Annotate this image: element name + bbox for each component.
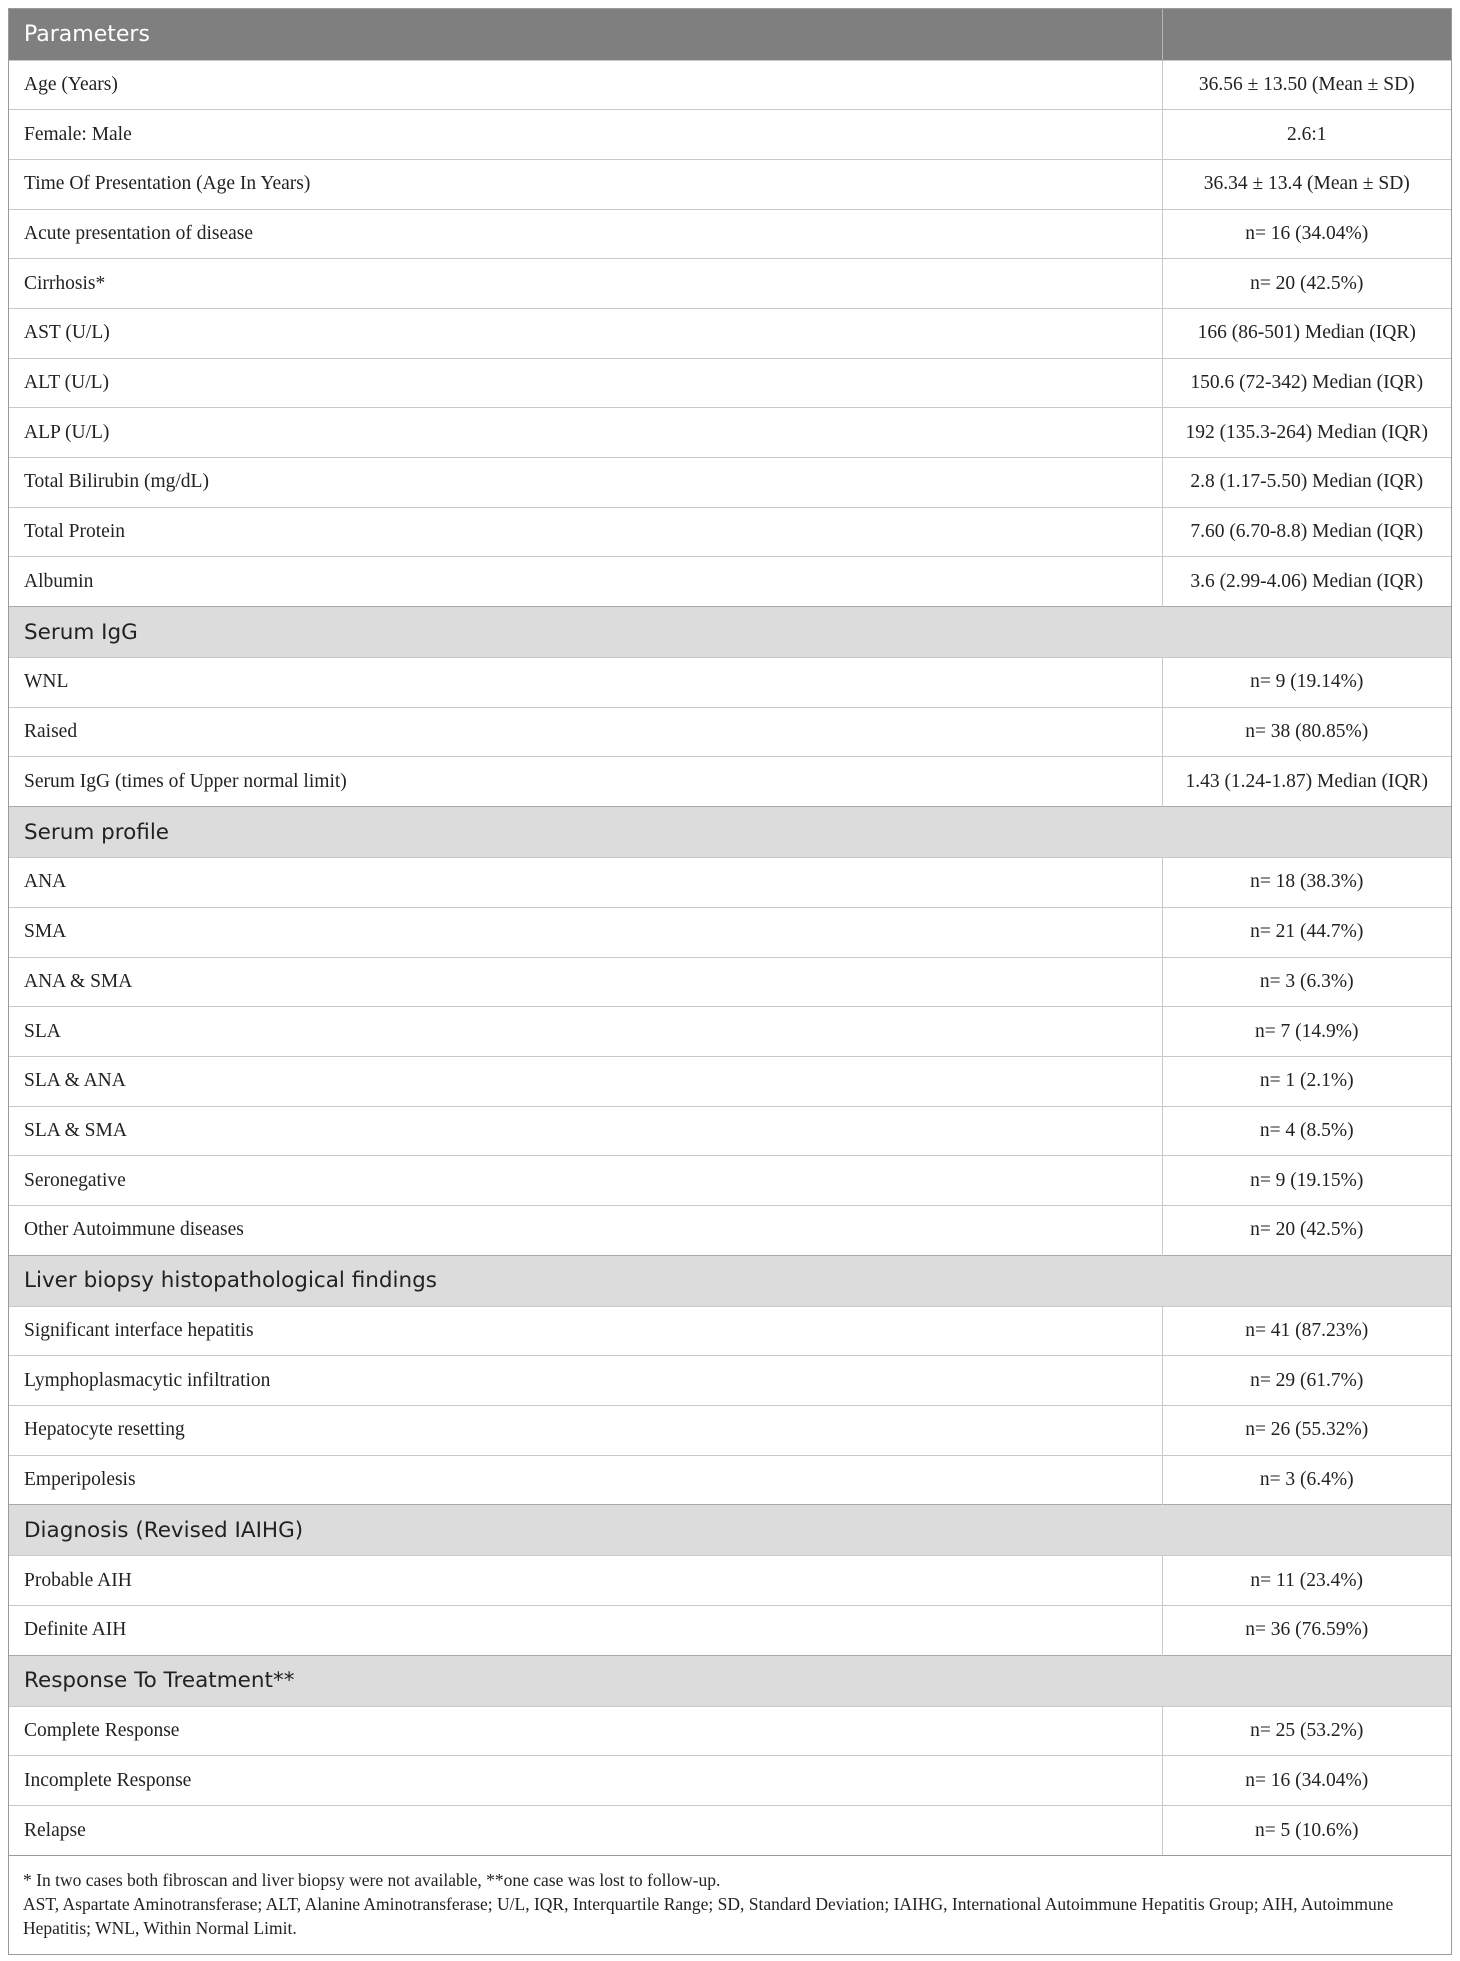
parameter-cell: Complete Response: [9, 1706, 1162, 1756]
value-cell: 7.60 (6.70-8.8) Median (IQR): [1162, 507, 1451, 557]
parameter-cell: ANA: [9, 858, 1162, 908]
parameter-cell: SMA: [9, 907, 1162, 957]
value-cell: 2.6:1: [1162, 110, 1451, 160]
section-header-row: [9, 1505, 1451, 1556]
parameter-cell: Acute presentation of disease: [9, 209, 1162, 259]
table-row: [9, 1056, 1451, 1106]
table-row: [9, 1406, 1451, 1456]
parameter-cell: Time Of Presentation (Age In Years): [9, 159, 1162, 209]
value-cell: n= 38 (80.85%): [1162, 707, 1451, 757]
footnote-line-1: * In two cases both fibroscan and liver biopsy were not available, **one case was lost to follow-up.: [23, 1870, 721, 1891]
table-row: [9, 1556, 1451, 1606]
value-cell: 192 (135.3-264) Median (IQR): [1162, 408, 1451, 458]
table-row: [9, 507, 1451, 557]
table-row: [9, 1356, 1451, 1406]
value-cell: n= 18 (38.3%): [1162, 858, 1451, 908]
value-cell: n= 26 (55.32%): [1162, 1406, 1451, 1456]
table-row: [9, 308, 1451, 358]
table-row: [9, 1156, 1451, 1206]
value-cell: n= 20 (42.5%): [1162, 259, 1451, 309]
table-row: [9, 658, 1451, 708]
table-row: [9, 707, 1451, 757]
value-cell: n= 4 (8.5%): [1162, 1106, 1451, 1156]
parameter-cell: SLA & SMA: [9, 1106, 1162, 1156]
header-values: [1162, 9, 1451, 60]
table-row: [9, 209, 1451, 259]
value-cell: n= 29 (61.7%): [1162, 1356, 1451, 1406]
parameter-cell: Female: Male: [9, 110, 1162, 160]
parameters-table: [9, 9, 1451, 1855]
section-title: Serum profile: [9, 807, 1451, 858]
value-cell: n= 5 (10.6%): [1162, 1806, 1451, 1856]
parameter-cell: Significant interface hepatitis: [9, 1306, 1162, 1356]
table-row: [9, 757, 1451, 807]
value-cell: n= 9 (19.15%): [1162, 1156, 1451, 1206]
parameter-cell: Emperipolesis: [9, 1455, 1162, 1505]
table-row: [9, 159, 1451, 209]
parameter-cell: Total Protein: [9, 507, 1162, 557]
parameter-cell: ALP (U/L): [9, 408, 1162, 458]
value-cell: n= 25 (53.2%): [1162, 1706, 1451, 1756]
parameter-cell: SLA: [9, 1007, 1162, 1057]
value-cell: 150.6 (72-342) Median (IQR): [1162, 358, 1451, 408]
section-title: Response To Treatment**: [9, 1655, 1451, 1706]
parameter-cell: WNL: [9, 658, 1162, 708]
table-row: [9, 1806, 1451, 1856]
value-cell: n= 41 (87.23%): [1162, 1306, 1451, 1356]
table-row: [9, 858, 1451, 908]
parameters-table-container: [8, 8, 1452, 1955]
parameter-cell: ALT (U/L): [9, 358, 1162, 408]
section-title: Liver biopsy histopathological findings: [9, 1255, 1451, 1306]
parameter-cell: Lymphoplasmacytic infiltration: [9, 1356, 1162, 1406]
parameter-cell: SLA & ANA: [9, 1056, 1162, 1106]
table-row: [9, 1606, 1451, 1656]
value-cell: n= 16 (34.04%): [1162, 209, 1451, 259]
value-cell: n= 11 (23.4%): [1162, 1556, 1451, 1606]
table-row: [9, 1455, 1451, 1505]
table-row: [9, 458, 1451, 508]
section-header-row: [9, 807, 1451, 858]
parameter-cell: Total Bilirubin (mg/dL): [9, 458, 1162, 508]
parameter-cell: Hepatocyte resetting: [9, 1406, 1162, 1456]
value-cell: 1.43 (1.24-1.87) Median (IQR): [1162, 757, 1451, 807]
table-row: [9, 1306, 1451, 1356]
table-row: [9, 259, 1451, 309]
value-cell: n= 16 (34.04%): [1162, 1756, 1451, 1806]
parameter-cell: Cirrhosis*: [9, 259, 1162, 309]
parameter-cell: Serum IgG (times of Upper normal limit): [9, 757, 1162, 807]
value-cell: n= 7 (14.9%): [1162, 1007, 1451, 1057]
table-row: [9, 907, 1451, 957]
table-row: [9, 358, 1451, 408]
section-title: Diagnosis (Revised IAIHG): [9, 1505, 1451, 1556]
parameter-cell: Age (Years): [9, 60, 1162, 110]
value-cell: 3.6 (2.99-4.06) Median (IQR): [1162, 557, 1451, 607]
table-row: [9, 1205, 1451, 1255]
parameter-cell: ANA & SMA: [9, 957, 1162, 1007]
table-row: [9, 60, 1451, 110]
value-cell: n= 3 (6.3%): [1162, 957, 1451, 1007]
table-row: [9, 110, 1451, 160]
value-cell: n= 21 (44.7%): [1162, 907, 1451, 957]
value-cell: 36.56 ± 13.50 (Mean ± SD): [1162, 60, 1451, 110]
value-cell: n= 3 (6.4%): [1162, 1455, 1451, 1505]
table-footnote: [9, 1855, 1451, 1954]
value-cell: 36.34 ± 13.4 (Mean ± SD): [1162, 159, 1451, 209]
section-header-row: [9, 1255, 1451, 1306]
section-header-row: [9, 1655, 1451, 1706]
footnote-line-2: AST, Aspartate Aminotransferase; ALT, Alanine Aminotransferase; U/L, IQR, Interquartile Range; SD, Standard Deviation; IAIHG, International Autoimmune Hepatitis Group; AIH, Autoimmune Hepatitis; WNL, Within Normal Limit.: [23, 1894, 1394, 1939]
parameter-cell: Seronegative: [9, 1156, 1162, 1206]
parameter-cell: Definite AIH: [9, 1606, 1162, 1656]
table-row: [9, 957, 1451, 1007]
value-cell: n= 9 (19.14%): [1162, 658, 1451, 708]
table-row: [9, 1007, 1451, 1057]
table-row: [9, 1106, 1451, 1156]
parameter-cell: AST (U/L): [9, 308, 1162, 358]
value-cell: 166 (86-501) Median (IQR): [1162, 308, 1451, 358]
parameter-cell: Incomplete Response: [9, 1756, 1162, 1806]
parameter-cell: Relapse: [9, 1806, 1162, 1856]
table-header-row: [9, 9, 1451, 60]
parameter-cell: Other Autoimmune diseases: [9, 1205, 1162, 1255]
table-row: [9, 1756, 1451, 1806]
value-cell: 2.8 (1.17-5.50) Median (IQR): [1162, 458, 1451, 508]
value-cell: n= 20 (42.5%): [1162, 1205, 1451, 1255]
parameter-cell: Probable AIH: [9, 1556, 1162, 1606]
parameter-cell: Raised: [9, 707, 1162, 757]
value-cell: n= 1 (2.1%): [1162, 1056, 1451, 1106]
section-title: Serum IgG: [9, 607, 1451, 658]
section-header-row: [9, 607, 1451, 658]
header-parameters: Parameters: [9, 9, 1162, 60]
table-row: [9, 408, 1451, 458]
table-row: [9, 1706, 1451, 1756]
value-cell: n= 36 (76.59%): [1162, 1606, 1451, 1656]
table-row: [9, 557, 1451, 607]
parameter-cell: Albumin: [9, 557, 1162, 607]
